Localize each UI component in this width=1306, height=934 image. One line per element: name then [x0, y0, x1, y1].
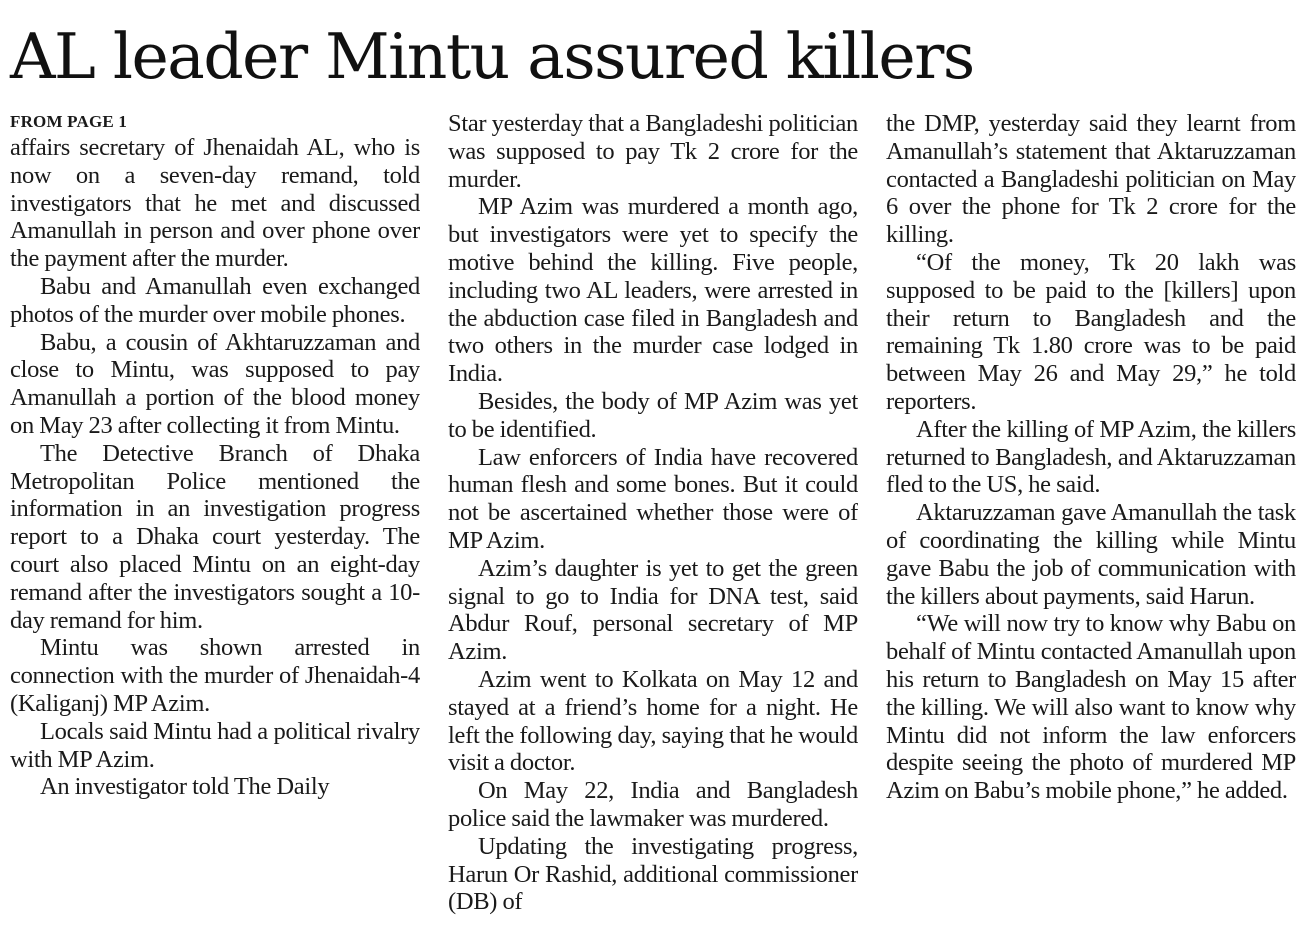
article-body: [0, 110, 1306, 930]
paragraph: Babu and Amanullah even exchanged photos of the murder over mobile phones.: [10, 272, 420, 328]
paragraph: An investigator told The Daily: [40, 773, 330, 801]
paragraph: Azim’s daughter is yet to get the green signal to go to India for DNA test, said Abdur Rouf, personal secretary of MP Azim.: [448, 554, 858, 666]
paragraph: Babu, a cousin of Akhtaruzzaman and close to Mintu, was supposed to pay Amanullah a portion of the blood money on May 23 after collecting it from Mintu.: [10, 328, 420, 439]
paragraph: Aktaruzzaman gave Amanullah the task of coordinating the killing while Mintu gave Babu the job of communication with the killers about payments, said Harun.: [886, 499, 1296, 610]
column-1: [10, 110, 420, 930]
column-2: [448, 110, 858, 930]
paragraph: Updating the investigating progress, Harun Or Rashid, additional commissioner (DB) of: [448, 832, 858, 916]
paragraph: Law enforcers of India have recovered human flesh and some bones. But it could not be ascertained whether those were of MP Azim.: [448, 443, 858, 554]
paragraph: Star yesterday that a Bangladeshi politician was supposed to pay Tk 2 crore for the murder.: [448, 110, 858, 193]
column-3: [886, 110, 1296, 930]
paragraph: The Detective Branch of Dhaka Metropolitan Police mentioned the information in an investigation progress report to a Dhaka court yesterday. The court also placed Mintu on an eight-day remand after the investigators sought a 10-day remand for him.: [10, 439, 420, 634]
paragraph: “Of the money, Tk 20 lakh was supposed to be paid to the [killers] upon their return to Bangladesh and the remaining Tk 1.80 crore was to be paid between May 26 and May 29,” he told reporters.: [886, 248, 1296, 415]
paragraph: Besides, the body of MP Azim was yet to be identified.: [448, 387, 858, 443]
paragraph: Azim went to Kolkata on May 12 and stayed at a friend’s home for a night. He left the following day, saying that he would visit a doctor.: [448, 665, 858, 777]
paragraph: Mintu was shown arrested in connection with the murder of Jhenaidah-4 (Kaliganj) MP Azim.: [10, 634, 420, 717]
headline: AL leader Mintu assured killers: [10, 20, 974, 93]
paragraph: affairs secretary of Jhenaidah AL, who is now on a seven-day remand, told investigators that he met and discussed Amanullah in person and over phone over the payment after the murder.: [10, 134, 420, 273]
paragraph: After the killing of MP Azim, the killers returned to Bangladesh, and Aktaruzzaman fled to the US, he said.: [886, 415, 1296, 499]
paragraph: “We will now try to know why Babu on behalf of Mintu contacted Amanullah upon his return to Bangladesh on May 15 after the killing. We will also want to know why Mintu did not inform the law enforcers despite seeing the photo of murdered MP Azim on Babu’s mobile phone,” he added.: [886, 610, 1296, 805]
paragraph: Locals said Mintu had a political rivalry with MP Azim.: [10, 717, 420, 773]
paragraph: the DMP, yesterday said they learnt from Amanullah’s statement that Aktaruzzaman contacted a Bangladeshi politician on May 6 over the phone for Tk 2 crore for the killing.: [886, 110, 1296, 249]
paragraph: MP Azim was murdered a month ago, but investigators were yet to specify the motive behind the killing. Five people, including two AL leaders, were arrested in the abduction case filed in Bangladesh and two others in the murder case lodged in India.: [448, 193, 858, 388]
continuation-kicker: FROM PAGE 1: [10, 112, 128, 131]
paragraph: On May 22, India and Bangladesh police said the lawmaker was murdered.: [448, 777, 858, 832]
